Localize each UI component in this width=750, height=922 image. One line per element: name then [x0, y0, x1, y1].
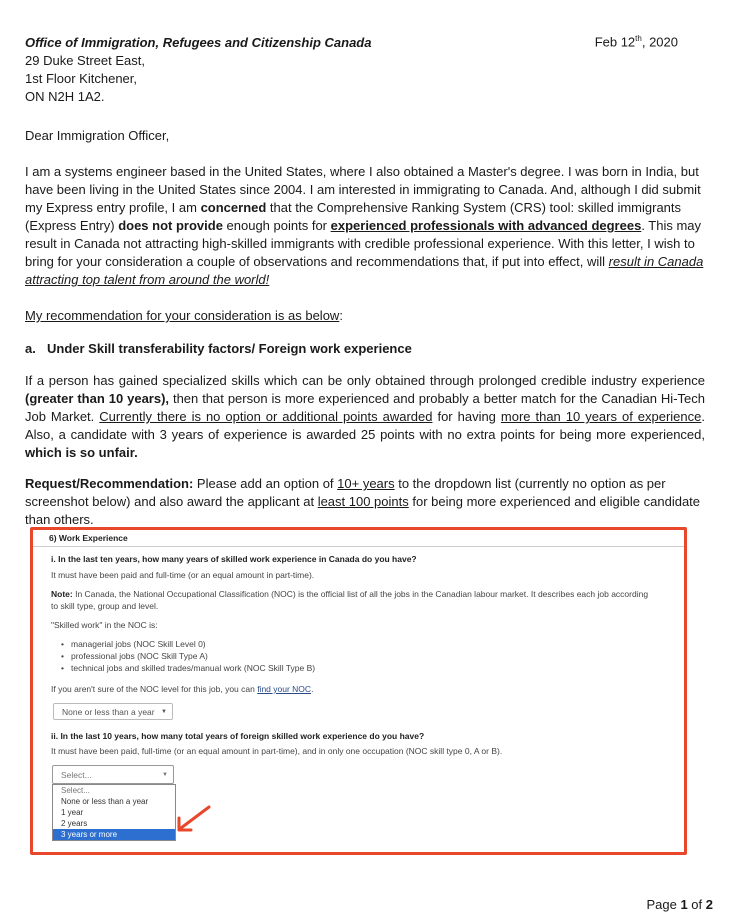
chevron-down-icon: ▼: [161, 709, 167, 715]
list-item: • managerial jobs (NOC Skill Level 0): [61, 638, 315, 650]
embedded-screenshot: [30, 527, 687, 855]
office-name: Office of Immigration, Refugees and Citizenship Canada: [25, 35, 372, 50]
dropdown-option[interactable]: 2 years: [61, 819, 88, 828]
question-1: i. In the last ten years, how many years of skilled work experience in Canada do you have?: [51, 554, 417, 564]
section-a-heading: a. Under Skill transferability factors/ Foreign work experience: [25, 341, 412, 356]
paragraph-request: Request/Recommendation: Please add an option of 10+ years to the dropdown list (currently no option as per screenshot below) and also award the applicant at least 100 points for being more experienced and eligible candidate than others.: [25, 476, 701, 527]
noc-bullet-list: [61, 638, 315, 674]
noc-note-cont: to skill type, group and level.: [51, 601, 159, 611]
address-floor: 1st Floor Kitchener,: [25, 71, 137, 86]
chevron-down-icon: ▼: [162, 772, 168, 778]
address-postal: ON N2H 1A2.: [25, 89, 105, 104]
paragraph-intro: I am a systems engineer based in the United States, where I also obtained a Master's degree. I was born in India, but have been living in the United States since 2004. I am interested in immigrating to Canada. And, although I did submit my Express entry profile, I am concerned that the Comprehensive Ranking System (CRS) tool: skilled immigrants (Express Entry) does not provide enough points for experienced professionals with advanced degrees. This may result in Canada not attracting high-skilled immigrants with credible professional experience. With this letter, I wish to bring for your consideration a couple of observations and recommendations that, if put into effect, will result in Canada attracting top talent from around the world!: [25, 164, 704, 287]
dropdown-option-selected[interactable]: 3 years or more: [53, 829, 175, 840]
page-number: Page 1 of 2: [646, 897, 713, 912]
foreign-experience-select[interactable]: Select... ▼: [52, 765, 174, 784]
question-2: ii. In the last 10 years, how many total years of foreign skilled work experience do you have?: [51, 731, 425, 741]
foreign-experience-dropdown: [52, 784, 176, 841]
dropdown-option[interactable]: None or less than a year: [61, 797, 149, 806]
paragraph-experience: If a person has gained specialized skills which can be only obtained through prolonged credible industry experience (greater than 10 years), then that person is more experienced and probably a better match for the Canadian Hi-Tech Job Market. Currently there is no option or additional points awarded for having more than 10 years of experience. Also, a candidate with 3 years of experience is awarded 25 points with no extra points for being more experienced, which is so unfair.: [25, 373, 705, 460]
dropdown-option[interactable]: Select...: [61, 786, 90, 795]
list-item: • technical jobs and skilled trades/manual work (NOC Skill Type B): [61, 662, 315, 674]
salutation: Dear Immigration Officer,: [25, 128, 170, 143]
noc-note: Note: In Canada, the National Occupational Classification (NOC) is the official list of all the jobs in the Canadian labour market. It describes each job according: [51, 589, 649, 599]
address-street: 29 Duke Street East,: [25, 53, 145, 68]
canada-experience-select[interactable]: None or less than a year ▼: [53, 703, 173, 720]
question-1-note: It must have been paid and full-time (or an equal amount in part-time).: [51, 570, 315, 580]
skilled-work-label: "Skilled work" in the NOC is:: [51, 620, 158, 630]
work-experience-title: 6) Work Experience: [33, 530, 684, 547]
red-arrow-icon: [173, 803, 213, 835]
letter-date: Feb 12th, 2020: [594, 34, 678, 50]
recommendation-intro: My recommendation for your consideration is as below:: [25, 308, 343, 323]
find-noc-link[interactable]: find your NOC: [257, 684, 312, 694]
dropdown-option[interactable]: 1 year: [61, 808, 84, 817]
question-2-note: It must have been paid, full-time (or an equal amount in part-time), and in only one occupation (NOC skill type 0, A or B).: [51, 746, 503, 756]
find-noc-line: If you aren't sure of the NOC level for this job, you can find your NOC.: [51, 684, 314, 694]
list-item: • professional jobs (NOC Skill Type A): [61, 650, 315, 662]
